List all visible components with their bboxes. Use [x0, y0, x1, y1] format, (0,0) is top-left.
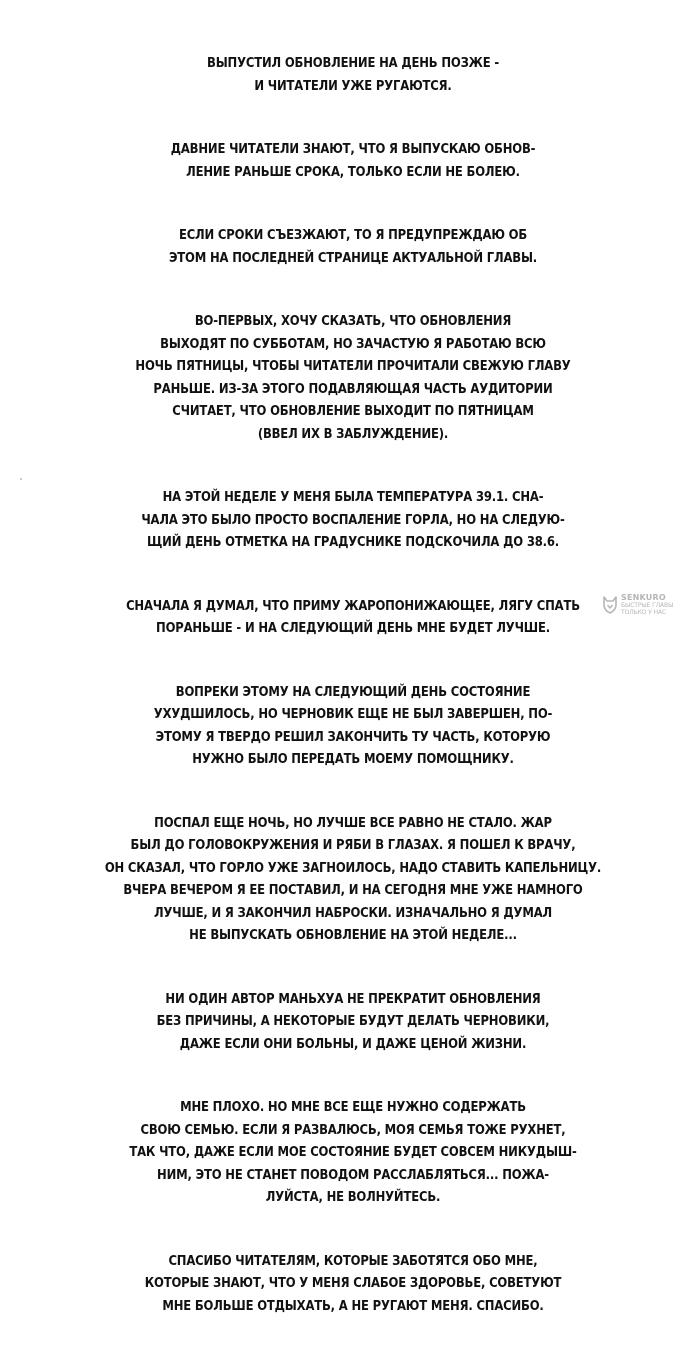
- text-line: ПОСПАЛ ЕЩЕ НОЧЬ, НО ЛУЧШЕ ВСЕ РАВНО НЕ СТАЛО. ЖАР: [154, 814, 552, 831]
- text-line: ЛУЧШЕ, И Я ЗАКОНЧИЛ НАБРОСКИ. ИЗНАЧАЛЬНО Я ДУМАЛ: [153, 904, 552, 921]
- text-line: ОН СКАЗАЛ, ЧТО ГОРЛО УЖЕ ЗАГНОИЛОСЬ, НАДО СТАВИТЬ КАПЕЛЬНИЦУ.: [104, 859, 602, 876]
- text-line: НИМ, ЭТО НЕ СТАНЕТ ПОВОДОМ РАССЛАБЛЯТЬСЯ... ПОЖА-: [157, 1166, 549, 1183]
- text-line: ВЫПУСТИЛ ОБНОВЛЕНИЕ НА ДЕНЬ ПОЗЖЕ -: [207, 55, 499, 71]
- paragraph: [0, 595, 700, 640]
- paragraph: [0, 52, 700, 97]
- text-line: ЛЕНИЕ РАНЬШЕ СРОКА, ТОЛЬКО ЕСЛИ НЕ БОЛЕЮ.: [186, 163, 520, 180]
- speck: [20, 478, 22, 480]
- text-line: БЕЗ ПРИЧИНЫ, А НЕКОТОРЫЕ БУДУТ ДЕЛАТЬ ЧЕРНОВИКИ,: [156, 1013, 550, 1029]
- text-line: (ВВЕЛ ИХ В ЗАБЛУЖДЕНИЕ).: [257, 425, 449, 442]
- text-line: ЭТОМУ Я ТВЕРДО РЕШИЛ ЗАКОНЧИТЬ ТУ ЧАСТЬ, КОТОРУЮ: [155, 728, 551, 745]
- paragraph: [0, 812, 700, 947]
- text-line: ЭТОМ НА ПОСЛЕДНЕЙ СТРАНИЦЕ АКТУАЛЬНОЙ ГЛАВЫ.: [168, 249, 538, 266]
- paragraph: [0, 1250, 700, 1318]
- text-line: ВЫХОДЯТ ПО СУББОТАМ, НО ЗАЧАСТУЮ Я РАБОТАЮ ВСЮ: [160, 335, 546, 352]
- text-line: СЧИТАЕТ, ЧТО ОБНОВЛЕНИЕ ВЫХОДИТ ПО ПЯТНИЦАМ: [172, 403, 534, 419]
- text-line: И ЧИТАТЕЛИ УЖЕ РУГАЮТСЯ.: [254, 77, 452, 94]
- text-line: ТАК ЧТО, ДАЖЕ ЕСЛИ МОЕ СОСТОЯНИЕ БУДЕТ СОВСЕМ НИКУДЫШ-: [129, 1144, 577, 1160]
- paragraph: [0, 681, 700, 771]
- watermark-name: SENKURO: [621, 593, 666, 602]
- text-line: ЧАЛА ЭТО БЫЛО ПРОСТО ВОСПАЛЕНИЕ ГОРЛА, НО НА СЛЕДУЮ-: [141, 511, 565, 528]
- text-line: МНЕ ПЛОХО. НО МНЕ ВСЕ ЕЩЕ НУЖНО СОДЕРЖАТЬ: [180, 1099, 526, 1115]
- text-line: УХУДШИЛОСЬ, НО ЧЕРНОВИК ЕЩЕ НЕ БЫЛ ЗАВЕРШЕН, ПО-: [153, 706, 553, 722]
- paragraph: [0, 138, 700, 183]
- text-line: ПОРАНЬШЕ - И НА СЛЕДУЮЩИЙ ДЕНЬ МНЕ БУДЕТ ЛУЧШЕ.: [156, 620, 550, 636]
- text-line: НОЧЬ ПЯТНИЦЫ, ЧТОБЫ ЧИТАТЕЛИ ПРОЧИТАЛИ СВЕЖУЮ ГЛАВУ: [135, 358, 571, 374]
- fox-head-icon: [602, 596, 618, 614]
- text-line: ЕСЛИ СРОКИ СЪЕЗЖАЮТ, ТО Я ПРЕДУПРЕЖДАЮ ОБ: [178, 227, 528, 243]
- text-line: СПАСИБО ЧИТАТЕЛЯМ, КОТОРЫЕ ЗАБОТЯТСЯ ОБО МНЕ,: [168, 1252, 538, 1269]
- text-line: ВОПРЕКИ ЭТОМУ НА СЛЕДУЮЩИЙ ДЕНЬ СОСТОЯНИЕ: [175, 683, 531, 700]
- paragraph: [0, 988, 700, 1056]
- watermark: [602, 594, 673, 616]
- text-line: ДАЖЕ ЕСЛИ ОНИ БОЛЬНЫ, И ДАЖЕ ЦЕНОЙ ЖИЗНИ.: [179, 1035, 527, 1052]
- text-line: МНЕ БОЛЬШЕ ОТДЫХАТЬ, А НЕ РУГАЮТ МЕНЯ. СПАСИБО.: [162, 1297, 544, 1314]
- text-line: ВЧЕРА ВЕЧЕРОМ Я ЕЕ ПОСТАВИЛ, И НА СЕГОДНЯ МНЕ УЖЕ НАМНОГО: [123, 882, 583, 898]
- text-line: ЛУЙСТА, НЕ ВОЛНУЙТЕСЬ.: [265, 1189, 441, 1205]
- text-line: КОТОРЫЕ ЗНАЮТ, ЧТО У МЕНЯ СЛАБОЕ ЗДОРОВЬЕ, СОВЕТУЮТ: [144, 1275, 562, 1291]
- text-line: РАНЬШЕ. ИЗ-ЗА ЭТОГО ПОДАВЛЯЮЩАЯ ЧАСТЬ АУДИТОРИИ: [153, 380, 553, 397]
- watermark-tagline-1: БЫСТРЫЕ ГЛАВЫ: [621, 602, 674, 609]
- text-line: ЩИЙ ДЕНЬ ОТМЕТКА НА ГРАДУСНИКЕ ПОДСКОЧИЛА ДО 38.6.: [146, 534, 560, 550]
- paragraph: [0, 310, 700, 445]
- watermark-text: [621, 594, 673, 616]
- text-line: ДАВНИЕ ЧИТАТЕЛИ ЗНАЮТ, ЧТО Я ВЫПУСКАЮ ОБНОВ-: [170, 141, 536, 157]
- text-line: БЫЛ ДО ГОЛОВОКРУЖЕНИЯ И РЯБИ В ГЛАЗАХ. Я ПОШЕЛ К ВРАЧУ,: [130, 837, 576, 853]
- text-line: НЕ ВЫПУСКАТЬ ОБНОВЛЕНИЕ НА ЭТОЙ НЕДЕЛЕ...: [189, 927, 517, 943]
- paragraph: [0, 486, 700, 554]
- text-line: НИ ОДИН АВТОР МАНЬХУА НЕ ПРЕКРАТИТ ОБНОВЛЕНИЯ: [165, 990, 541, 1007]
- paragraph: [0, 224, 700, 269]
- text-line: НА ЭТОЙ НЕДЕЛЕ У МЕНЯ БЫЛА ТЕМПЕРАТУРА 39.1. СНА-: [162, 489, 544, 505]
- text-line: ВО-ПЕРВЫХ, ХОЧУ СКАЗАТЬ, ЧТО ОБНОВЛЕНИЯ: [194, 313, 512, 329]
- paragraph: [0, 1096, 700, 1209]
- text-line: НУЖНО БЫЛО ПЕРЕДАТЬ МОЕМУ ПОМОЩНИКУ.: [192, 751, 514, 767]
- author-note: [0, 52, 700, 1358]
- watermark-tagline-2: ТОЛЬКО У НАС: [621, 609, 667, 616]
- text-line: СВОЮ СЕМЬЮ. ЕСЛИ Я РАЗВАЛЮСЬ, МОЯ СЕМЬЯ ТОЖЕ РУХНЕТ,: [140, 1121, 566, 1138]
- text-line: СНАЧАЛА Я ДУМАЛ, ЧТО ПРИМУ ЖАРОПОНИЖАЮЩЕЕ, ЛЯГУ СПАТЬ: [126, 597, 580, 614]
